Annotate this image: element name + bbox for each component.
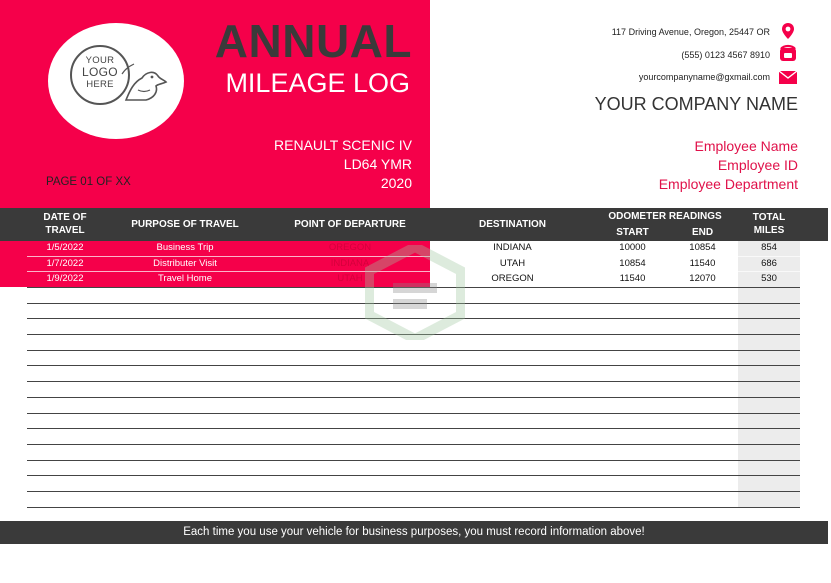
- th-end: END: [691, 227, 714, 238]
- cell-start: 10854: [619, 258, 646, 269]
- title-mileage-log: MILEAGE LOG: [225, 68, 410, 98]
- cell-end: 10854: [689, 242, 716, 253]
- cell-total: 854: [761, 242, 777, 253]
- envelope-icon: [778, 67, 798, 87]
- footer-note: Each time you use your vehicle for business purposes, you must record information above!: [183, 526, 645, 538]
- row-divider: [27, 460, 800, 461]
- logo-text-line1: YOUR: [85, 55, 115, 66]
- company-address: 117 Driving Avenue, Oregon, 25447 OR: [611, 27, 770, 37]
- cell-purpose: Distributer Visit: [153, 258, 217, 269]
- cell-total: 686: [761, 258, 777, 269]
- cell-destination: OREGON: [491, 273, 534, 284]
- logo-text-line2: LOGO: [82, 65, 118, 79]
- company-phone: (555) 0123 4567 8910: [681, 50, 770, 60]
- th-date-line2: TRAVEL: [45, 225, 85, 236]
- th-departure: POINT OF DEPARTURE: [294, 219, 406, 230]
- cell-destination: INDIANA: [493, 242, 532, 253]
- row-divider: [27, 444, 800, 445]
- row-divider: [27, 507, 800, 508]
- row-divider: [27, 413, 800, 414]
- company-name: YOUR COMPANY NAME: [594, 94, 798, 114]
- employee-name: Employee Name: [694, 138, 798, 154]
- th-date: [30, 211, 100, 237]
- watermark-logo: [365, 245, 465, 340]
- row-divider: [27, 350, 800, 351]
- th-total: [738, 211, 800, 237]
- row-divider: [27, 475, 800, 476]
- employee-department: Employee Department: [658, 176, 798, 192]
- cell-end: 12070: [689, 273, 716, 284]
- cell-total: 530: [761, 273, 777, 284]
- title-annual: ANNUAL: [214, 15, 412, 67]
- page-number: PAGE 01 OF XX: [46, 176, 131, 188]
- th-destination: DESTINATION: [478, 219, 547, 230]
- row-divider: [27, 491, 800, 492]
- vehicle-model: RENAULT SCENIC IV: [274, 137, 412, 153]
- cell-departure: OREGON: [328, 242, 372, 253]
- logo-text-line3: HERE: [86, 79, 114, 90]
- cell-start: 11540: [619, 273, 646, 284]
- vehicle-year: 2020: [380, 175, 412, 191]
- th-total-line1: TOTAL: [752, 212, 786, 223]
- cell-start: 10000: [619, 242, 646, 253]
- cell-departure: UTAH: [337, 273, 363, 284]
- row-divider: [27, 381, 800, 382]
- cell-date: 1/7/2022: [46, 258, 84, 269]
- th-date-line1: DATE OF: [43, 212, 87, 223]
- cell-purpose: Business Trip: [156, 242, 214, 253]
- cell-date: 1/9/2022: [46, 273, 84, 284]
- row-divider: [27, 397, 800, 398]
- cell-end: 11540: [689, 258, 716, 269]
- th-purpose: PURPOSE OF TRAVEL: [131, 219, 239, 230]
- cell-date: 1/5/2022: [46, 242, 84, 253]
- th-odometer: ODOMETER READINGS: [608, 211, 722, 222]
- employee-id: Employee ID: [717, 157, 798, 173]
- location-pin-icon: [778, 21, 798, 41]
- logo-bird-icon: [120, 60, 168, 104]
- telephone-icon: [778, 44, 798, 64]
- th-total-line2: MILES: [753, 225, 785, 236]
- row-divider: [27, 365, 800, 366]
- th-start: START: [616, 227, 649, 238]
- cell-departure: INDIANA: [330, 258, 370, 269]
- vehicle-plate: LD64 YMR: [343, 156, 412, 172]
- row-divider: [27, 428, 800, 429]
- cell-purpose: Travel Home: [157, 273, 213, 284]
- cell-destination: UTAH: [499, 258, 526, 269]
- company-email: yourcompanyname@gxmail.com: [638, 72, 770, 82]
